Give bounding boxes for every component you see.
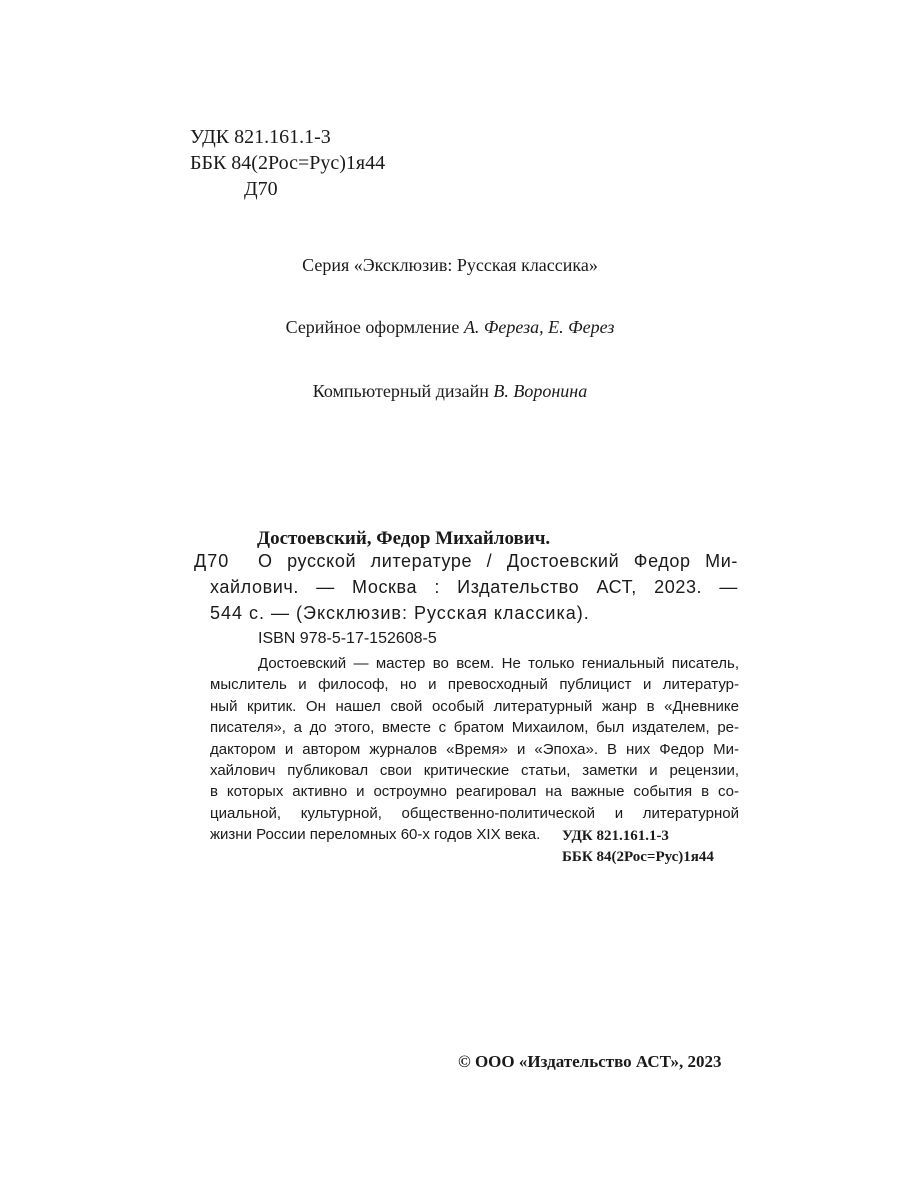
catalog-bbk: ББК 84(2Рос=Рус)1я44 bbox=[562, 849, 714, 865]
abstract-line: циальной, культурной, общественно-политической и литературной bbox=[210, 804, 739, 822]
series-line: Серия «Эксклюзив: Русская классика» bbox=[302, 255, 598, 275]
abstract-line: хайлович публиковал свои критические статьи, заметки и рецензии, bbox=[210, 762, 739, 780]
design-label: Серийное оформление bbox=[285, 317, 460, 337]
abstract-line: дактором и автором журналов «Время» и «Эпоха». В них Федор Ми- bbox=[210, 740, 739, 758]
catalog-udk: УДК 821.161.1-3 bbox=[562, 828, 669, 844]
abstract-line: в которых активно и остроумно реагировал на важные события в со- bbox=[210, 783, 739, 801]
author-mark: Д70 bbox=[244, 178, 278, 200]
design-names: А. Фереза, Е. Ферез bbox=[463, 317, 615, 337]
copyright-notice: © ООО «Издательство АСТ», 2023 bbox=[458, 1052, 722, 1071]
catalog-description-line-1: О русской литературе / Достоевский Федор Ми- bbox=[258, 551, 738, 571]
abstract-line: жизни России переломных 60-х годов XIX века. bbox=[210, 826, 541, 844]
design-credit bbox=[0, 317, 900, 338]
catalog-mark: Д70 bbox=[194, 551, 230, 571]
computer-design-credit bbox=[0, 381, 900, 402]
computer-design-label: Компьютерный дизайн bbox=[312, 381, 489, 401]
isbn: ISBN 978-5-17-152608-5 bbox=[258, 630, 437, 647]
abstract-line: писателя», а до этого, вместе с братом Михаилом, был издателем, ре- bbox=[210, 719, 739, 737]
udk-code: УДК 821.161.1-3 bbox=[190, 126, 331, 148]
abstract-line: ный критик. Он нашел свой особый литературный жанр в «Дневнике bbox=[210, 697, 739, 715]
bbk-code: ББК 84(2Рос=Рус)1я44 bbox=[190, 152, 386, 174]
catalog-description-line-2: хайлович. — Москва : Издательство АСТ, 2023. — bbox=[210, 577, 738, 597]
abstract-line: мыслитель и философ, но и превосходный публицист и литератур- bbox=[210, 676, 739, 694]
abstract bbox=[210, 653, 739, 846]
abstract-line: Достоевский — мастер во всем. Не только гениальный писатель, bbox=[258, 655, 739, 672]
catalog-description-line-3: 544 с. — (Эксклюзив: Русская классика). bbox=[210, 603, 590, 623]
computer-design-names: В. Воронина bbox=[493, 381, 588, 401]
catalog-author-heading: Достоевский, Федор Михайлович. bbox=[257, 528, 551, 549]
